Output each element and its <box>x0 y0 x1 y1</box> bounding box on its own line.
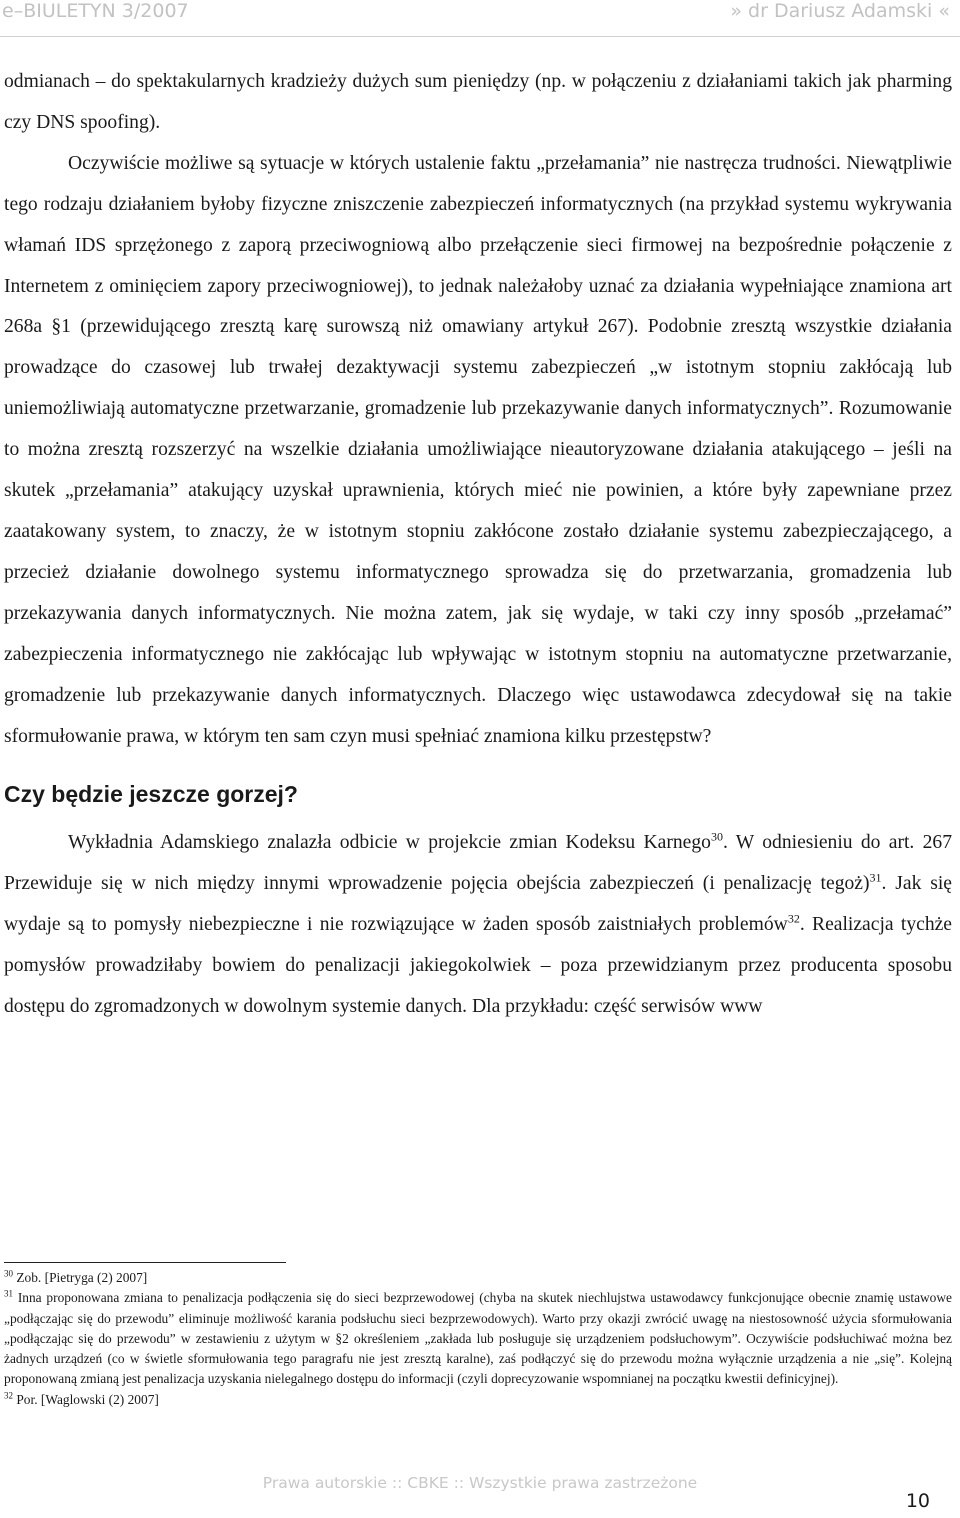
footnote-text: Zob. [Pietryga (2) 2007] <box>16 1270 148 1285</box>
footnote-number: 30 <box>4 1268 13 1279</box>
footnote-32 <box>4 1390 952 1410</box>
footnote-31 <box>4 1288 952 1389</box>
footnote-number: 31 <box>4 1288 13 1299</box>
paragraph-przelamanie: Oczywiście możliwe są sytuacje w których ustalenie faktu „przełamania” nie nastręcza trudności. Niewątpliwie tego rodzaju działaniem byłoby fizyczne zniszczenie zabezpieczeń informatycznych (na przykład systemu wykrywania włamań IDS sprzężonego z zaporą przeciwogniową albo przełączenie sieci firmowej na bezpośrednie połączenie z Internetem z ominięciem zapory przeciwogniowej), to jednak należałoby uznać za działania wypełniające znamiona art 268a §1 (przewidującego zresztą karę surowszą niż omawiany artykuł 267). Podobnie zresztą wszystkie działania prowadzące do czasowej lub trwałej dezaktywacji systemu zabezpieczeń „w istotnym stopniu zakłócają lub uniemożliwiają automatyczne przetwarzanie, gromadzenie lub przekazywanie danych informatycznych”. Rozumowanie to można zresztą rozszerzyć na wszelkie działania umożliwiające nieautoryzowane działania atakującego – jeśli na skutek „przełamania” atakujący uzyskał uprawnienia, których mieć nie powinien, a które były zapewniane przez zaatakowany system, to znaczy, że w istotnym stopniu zakłócone zostało działanie systemu zabezpieczającego, a przecież działanie dowolnego systemu informatycznego sprowadza się do przetwarzania, gromadzenia lub przekazywania danych informatycznych. Nie można zatem, jak się wydaje, w taki czy inny sposób „przełamać” zabezpieczenia informatycznego nie zakłócając lub wpływając w istotnym stopniu na automatyczne przetwarzanie, gromadzenie lub przekazywanie danych informatycznych. Dlaczego więc ustawodawca zdecydował się na takie sformułowanie prawa, w którym ten sam czyn musi spełniać znamiona kilku przestępstw? <box>4 152 952 747</box>
footnote-ref-30[interactable]: 30 <box>710 829 723 844</box>
running-header <box>0 0 960 28</box>
footnote-ref-32[interactable]: 32 <box>787 911 800 926</box>
footnote-number: 32 <box>4 1390 13 1401</box>
footnote-divider <box>4 1262 286 1263</box>
section-heading: Czy będzie jeszcze gorzej? <box>4 781 298 808</box>
paragraph-text-a: Wykładnia Adamskiego znalazła odbicie w projekcie zmian Kodeksu Karnego <box>68 832 711 854</box>
header-author: » dr Dariusz Adamski « <box>730 0 950 22</box>
footnote-text: Inna proponowana zmiana to penalizacja podłączenia się do sieci bezprzewodowej (chyba na skutek niechlujstwa ustawodawcy funkcjonujące obecnie znamię ustawowe „podłączając się do przewodu” eliminuje możliwość karania podsłuchu sieci bezprzewodowych). Warto przy okazji zwrócić uwagę na niestosowność użycia sformułowania „podłączając się do przewodu” w zestawieniu z użytym w §2 określeniem „zakłada lub posługuje się urządzeniem podsłuchowym”. Oczywiście podsłuchiwać można bez żadnych urządzeń (co w świetle sformułowania tego paragrafu nie jest zresztą karalne), zaś podłączyć się do przewodu można wyłącznie urządzenia a nie „się”. Kolejną proponowaną zmianą jest penalizacja uzyskania nielegalnego dostępu do informacji (czyli doprecyzowanie wspomnianej na początku kwestii definicyjnej). <box>4 1290 952 1387</box>
paragraph-text-d: . Realizacja tychże pomysłów prowadziłaby bowiem do penalizacji jakiegokolwiek – poza przewidzianym przez producenta sposobu dostępu do zgromadzonych w dowolnym systemie danych. Dla przykładu: część serwisów www <box>4 914 953 1018</box>
paragraph-text-c: . Jak się wydaje są to pomysły niebezpieczne i nie rozwiązujące w żaden sposób zaistniałych problemów <box>4 873 952 936</box>
header-journal-title: e–BIULETYN 3/2007 <box>2 0 189 22</box>
page-number: 10 <box>905 1490 930 1512</box>
footnote-text: Por. [Waglowski (2) 2007] <box>16 1391 159 1407</box>
paragraph-continuation: odmianach – do spektakularnych kradzieży dużych sum pieniędzy (np. w połączeniu z działaniami takich jak pharming czy DNS spoofing). <box>4 71 952 133</box>
footnote-30 <box>4 1268 952 1288</box>
footnotes <box>4 1268 952 1410</box>
paragraph-wykladnia <box>4 823 952 1028</box>
copyright-footer: Prawa autorskie :: CBKE :: Wszystkie prawa zastrzeżone <box>262 1474 698 1492</box>
footnote-ref-31[interactable]: 31 <box>869 870 882 885</box>
header-divider <box>0 36 960 37</box>
article-body <box>4 62 952 1028</box>
paragraph-text-b: . W odniesieniu do art. 267 Przewiduje się w nich między innymi wprowadzenie pojęcia obejścia zabezpieczeń (i penalizację tegoż) <box>4 832 952 895</box>
